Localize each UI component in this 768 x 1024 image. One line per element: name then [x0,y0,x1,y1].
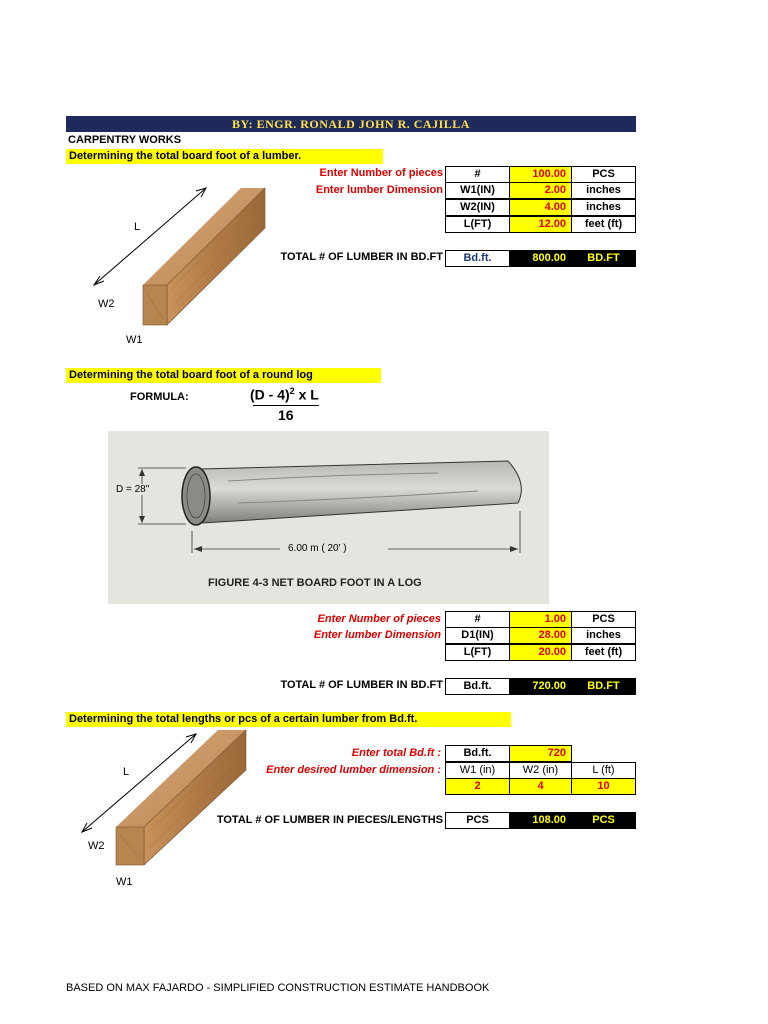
section1-prompt-dimension: Enter lumber Dimension [315,184,443,196]
s2-total-unit: BD.FT [571,678,636,695]
s1-row4-value[interactable]: 12.00 [509,216,572,233]
s1-row4-unit: feet (ft) [571,216,636,233]
s3-bdft-label: Bd.ft. [445,745,510,762]
diagram1-l-label: L [134,221,141,233]
section3-prompt-dimension: Enter desired lumber dimension : [266,764,441,776]
s1-row1-unit: PCS [571,166,636,183]
s1-row3-value[interactable]: 4.00 [509,199,572,216]
log-figure [108,431,549,604]
figure-diameter-label: D = 28" [116,484,150,495]
s1-row3-label: W2(IN) [445,199,510,216]
s1-total-col: Bd.ft. [445,250,510,267]
s2-row3-label: L(FT) [445,644,510,661]
formula-numerator-base: (D - 4) [250,386,290,403]
section1-prompt-pieces: Enter Number of pieces [319,167,443,179]
formula-label: FORMULA: [130,391,189,403]
s2-row2-unit: inches [571,627,636,644]
formula-divider [253,405,319,406]
s2-total-value: 720.00 [509,678,572,695]
s1-total-unit: BD.FT [571,250,636,267]
s2-row3-unit: feet (ft) [571,644,636,661]
section1-heading: Determining the total board foot of a lumber. [66,149,383,164]
s2-total-label: TOTAL # OF LUMBER IN BD.FT [280,679,443,691]
author-banner: BY: ENGR. RONALD JOHN R. CAJILLA [66,116,636,132]
s2-total-col: Bd.ft. [445,678,510,695]
s2-row2-label: D1(IN) [445,627,510,644]
s2-row3-value[interactable]: 20.00 [509,644,572,661]
s3-total-label: TOTAL # OF LUMBER IN PIECES/LENGTHS [216,814,443,826]
formula-denominator: 16 [278,407,294,423]
diagram1-w2-label: W2 [98,298,115,310]
diagram2-w2-label: W2 [88,840,105,852]
s1-row1-label: # [445,166,510,183]
s1-total-value: 800.00 [509,250,572,267]
s2-row1-value[interactable]: 1.00 [509,611,572,628]
s3-header-l: L (ft) [571,762,636,779]
s3-value-l[interactable]: 10 [571,778,636,795]
s1-row4-label: L(FT) [445,216,510,233]
figure-caption: FIGURE 4-3 NET BOARD FOOT IN A LOG [208,577,422,589]
s2-row1-label: # [445,611,510,628]
s3-header-w1: W1 (in) [445,762,510,779]
s1-row2-value[interactable]: 2.00 [509,182,572,199]
s3-bdft-value[interactable]: 720 [509,745,572,762]
section2-prompt-pieces: Enter Number of pieces [317,613,441,625]
section3-heading: Determining the total lengths or pcs of a certain lumber from Bd.ft. [66,712,511,727]
figure-length-label: 6.00 m ( 20' ) [288,543,347,554]
section2-prompt-dimension: Enter lumber Dimension [313,629,441,641]
section-title: CARPENTRY WORKS [68,134,182,146]
s1-row2-label: W1(IN) [445,182,510,199]
s1-total-label: TOTAL # OF LUMBER IN BD.FT [280,251,443,263]
formula-exponent: 2 [289,386,295,396]
s3-total-col: PCS [445,812,510,829]
s1-row2-unit: inches [571,182,636,199]
diagram1-w1-label: W1 [126,334,143,346]
s1-row3-unit: inches [571,199,636,216]
s3-header-w2: W2 (in) [509,762,572,779]
s3-total-value: 108.00 [509,812,572,829]
s3-total-unit: PCS [571,812,636,829]
s3-value-w2[interactable]: 4 [509,778,572,795]
footer-source: BASED ON MAX FAJARDO - SIMPLIFIED CONSTRUCTION ESTIMATE HANDBOOK [66,982,490,994]
s2-row1-unit: PCS [571,611,636,628]
formula-numerator-tail: x L [294,386,319,403]
formula-numerator [250,386,319,403]
lumber-diagram-1 [78,180,278,360]
s3-value-w1[interactable]: 2 [445,778,510,795]
section2-heading: Determining the total board foot of a round log [66,368,381,383]
diagram2-w1-label: W1 [116,876,133,888]
s2-row2-value[interactable]: 28.00 [509,627,572,644]
s1-row1-value[interactable]: 100.00 [509,166,572,183]
diagram2-l-label: L [123,766,130,778]
section3-prompt-bdft: Enter total Bd.ft : [351,747,441,759]
